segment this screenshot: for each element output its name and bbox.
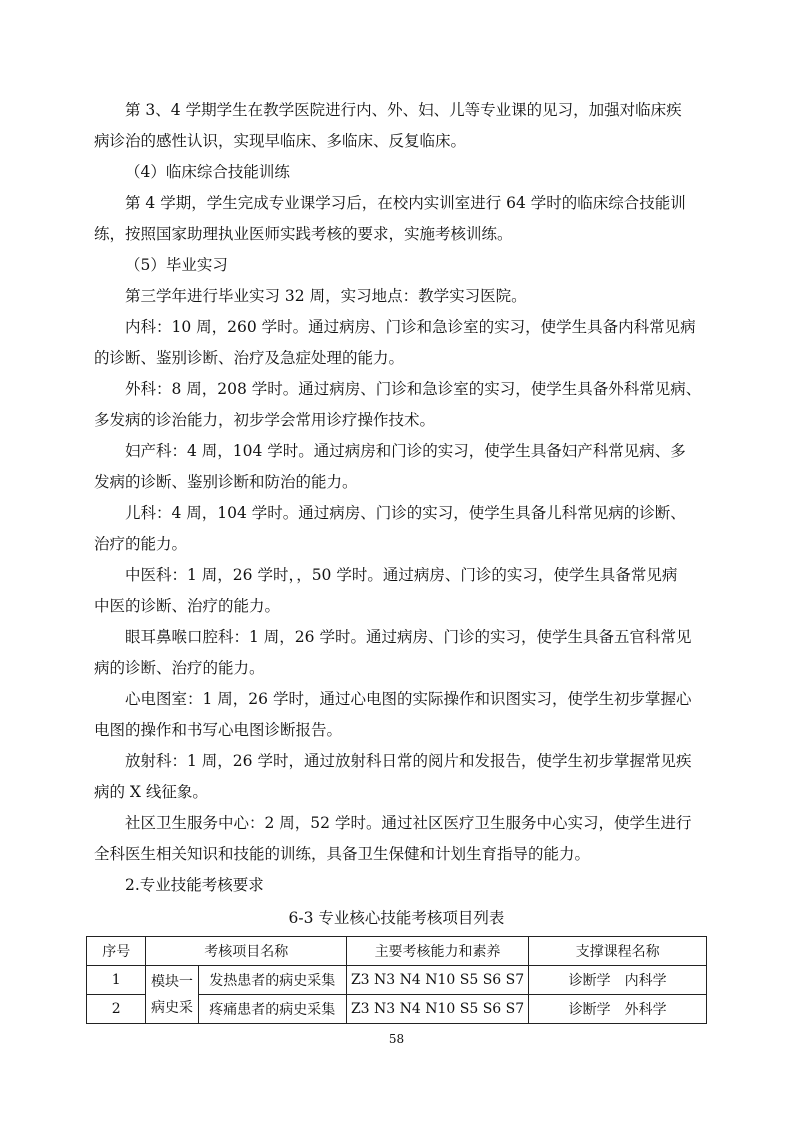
table-title: 6-3 专业核心技能考核项目列表 <box>288 909 505 927</box>
cell-item: 发热患者的病史采集 <box>198 966 346 995</box>
cell-course: 诊断学 内科学 <box>529 966 707 995</box>
text-line: 练，按照国家助理执业医师实践考核的要求，实施考核训练。 <box>94 225 513 243</box>
cell-index: 2 <box>87 995 146 1024</box>
heading-skill-assessment: 2.专业技能考核要求 <box>125 876 264 894</box>
text-line: 病的诊断、治疗的能力。 <box>94 659 265 677</box>
cell-module: 模块一病史采 <box>146 966 198 1024</box>
text-line: 全科医生相关知识和技能的训练，具备卫生保健和计划生育指导的能力。 <box>94 845 591 863</box>
skills-assessment-table <box>86 936 707 1024</box>
text-line: 心电图室：1 周，26 学时，通过心电图的实际操作和识图实习，使学生初步掌握心 <box>125 690 692 708</box>
paragraph-pediatrics <box>94 498 706 560</box>
text-line: 中医的诊断、治疗的能力。 <box>94 597 281 615</box>
text-line: 病的 X 线征象。 <box>94 783 208 801</box>
text-line: 第 4 学期，学生完成专业课学习后，在校内实训室进行 64 学时的临床综合技能训 <box>125 194 686 212</box>
text-line: 妇产科：4 周，104 学时。通过病房和门诊的实习，使学生具备妇产科常见病、多 <box>125 442 686 460</box>
table-header-row <box>87 937 707 966</box>
page-number: 58 <box>388 1032 405 1046</box>
text-line: 眼耳鼻喉口腔科：1 周，26 学时。通过病房、门诊的实习，使学生具备五官科常见 <box>125 628 692 646</box>
paragraph-obstetrics <box>94 436 706 498</box>
text-line: 内科：10 周，260 学时。通过病房、门诊和急诊室的实习，使学生具备内科常见病 <box>125 318 696 336</box>
paragraph-ecg <box>94 684 706 746</box>
text-line: 外科：8 周，208 学时。通过病房、门诊和急诊室的实习，使学生具备外科常见病、 <box>125 380 702 398</box>
text-line: 社区卫生服务中心：2 周，52 学时。通过社区医疗卫生服务中心实习，使学生进行 <box>125 814 692 832</box>
text-line: 放射科：1 周，26 学时，通过放射科日常的阅片和发报告，使学生初步掌握常见疾 <box>125 752 692 770</box>
text-line: 病诊治的感性认识，实现早临床、多临床、反复临床。 <box>94 132 467 150</box>
text-line: 多发病的诊治能力，初步学会常用诊疗操作技术。 <box>94 411 436 429</box>
header-course: 支撑课程名称 <box>529 937 707 966</box>
cell-ability: Z3 N3 N4 N10 S5 S6 S7 <box>346 966 528 995</box>
paragraph-radiology <box>94 746 706 808</box>
text-line: 治疗的能力。 <box>94 535 188 553</box>
text-line: 的诊断、鉴别诊断、治疗及急症处理的能力。 <box>94 349 405 367</box>
heading-graduation-internship: （5）毕业实习 <box>125 256 228 274</box>
cell-course: 诊断学 外科学 <box>529 995 707 1024</box>
paragraph-internal-medicine <box>94 312 706 374</box>
heading-clinical-skills-training: （4）临床综合技能训练 <box>125 163 290 181</box>
paragraph-community-health <box>94 808 706 870</box>
text-line: 第三学年进行毕业实习 32 周，实习地点：教学实习医院。 <box>125 287 527 305</box>
paragraph-ent <box>94 622 706 684</box>
header-ability: 主要考核能力和素养 <box>346 937 528 966</box>
text-line: 儿科：4 周，104 学时。通过病房、门诊的实习，使学生具备儿科常见病的诊断、 <box>125 504 686 522</box>
header-index: 序号 <box>87 937 146 966</box>
text-line: 电图的操作和书写心电图诊断报告。 <box>94 721 343 739</box>
paragraph-tcm <box>94 560 706 622</box>
cell-index: 1 <box>87 966 146 995</box>
cell-ability: Z3 N3 N4 N10 S5 S6 S7 <box>346 995 528 1024</box>
paragraph-internship-overview <box>94 281 706 312</box>
text-line: 中医科：1 周，26 学时，，50 学时。通过病房、门诊的实习，使学生具备常见病 <box>125 566 678 584</box>
header-item: 考核项目名称 <box>146 937 346 966</box>
text-line: 第 3、4 学期学生在教学医院进行内、外、妇、儿等专业课的见习，加强对临床疾 <box>125 101 682 119</box>
paragraph-clinical-observation <box>94 95 706 157</box>
paragraph-surgery <box>94 374 706 436</box>
paragraph-skills-training <box>94 188 706 250</box>
text-line: 发病的诊断、鉴别诊断和防治的能力。 <box>94 473 358 491</box>
cell-item: 疼痛患者的病史采集 <box>198 995 346 1024</box>
table-row <box>87 966 707 995</box>
